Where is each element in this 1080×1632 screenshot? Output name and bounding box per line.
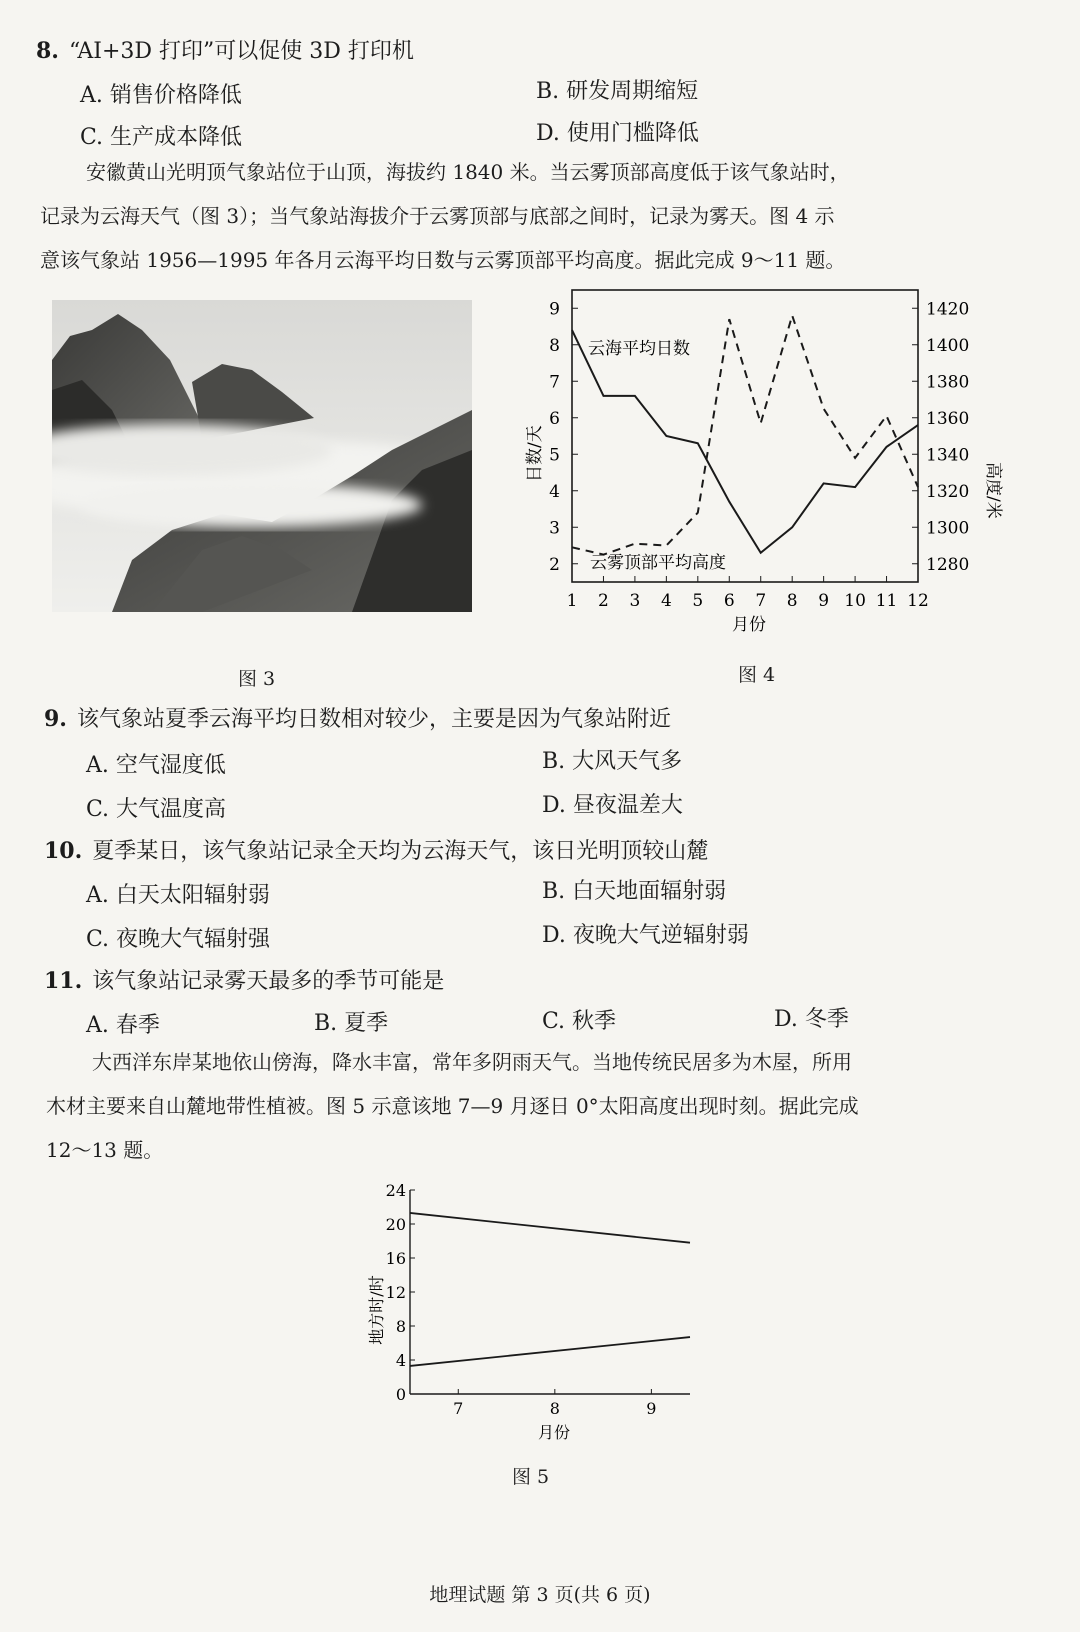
q10-option-a[interactable]: A. 白天太阳辐射弱 xyxy=(86,883,270,908)
figure-4-chart xyxy=(520,282,1020,642)
x-tick-label: 9 xyxy=(646,1399,657,1418)
y-tick-label-right: 1400 xyxy=(926,335,970,356)
x-tick-label: 6 xyxy=(723,591,735,611)
q10-option-c[interactable]: C. 夜晚大气辐射强 xyxy=(86,927,271,952)
y-axis-label: 地方时/时 xyxy=(367,1275,386,1345)
passage-paragraph xyxy=(46,1040,859,1172)
y-tick-label-left: 3 xyxy=(549,518,560,539)
y-tick-label: 8 xyxy=(395,1317,406,1336)
question-10-stem xyxy=(44,834,708,865)
question-11-stem xyxy=(44,964,444,995)
q11-option-b[interactable]: B. 夏季 xyxy=(314,1011,389,1036)
x-tick-label: 7 xyxy=(453,1399,464,1418)
question-text: “AI+3D 打印”可以促使 3D 打印机 xyxy=(68,39,414,64)
q8-option-c[interactable]: C. 生产成本降低 xyxy=(80,125,243,150)
q11-option-d[interactable]: D. 冬季 xyxy=(774,1007,849,1032)
question-text: 该气象站记录雾天最多的季节可能是 xyxy=(92,969,445,994)
y-tick-label-right: 1320 xyxy=(926,481,970,502)
passage-line: 记录为云海天气（图 3）；当气象站海拔介于云雾顶部与底部之间时，记录为雾天。图 4 示 xyxy=(40,204,835,228)
q10-option-b[interactable]: B. 白天地面辐射弱 xyxy=(542,879,727,904)
question-number: 9. xyxy=(44,706,67,732)
x-tick-label: 12 xyxy=(907,591,929,611)
figure-4-caption: 图 4 xyxy=(738,664,776,686)
question-number: 8. xyxy=(36,38,59,64)
q11-option-c[interactable]: C. 秋季 xyxy=(542,1009,617,1034)
y-tick-label-left: 8 xyxy=(549,335,560,356)
series-line-sunrise-time xyxy=(410,1337,690,1366)
y-tick-label-left: 6 xyxy=(549,408,560,429)
q11-option-a[interactable]: A. 春季 xyxy=(86,1013,160,1038)
q9-option-c[interactable]: C. 大气温度高 xyxy=(86,797,227,822)
x-tick-label: 11 xyxy=(875,591,898,611)
y-tick-label-right: 1380 xyxy=(926,372,970,393)
figure-3-caption: 图 3 xyxy=(238,668,276,690)
y-tick-label-left: 5 xyxy=(549,445,560,466)
chart-ticks xyxy=(386,1181,657,1418)
q8-option-a[interactable]: A. 销售价格降低 xyxy=(80,83,242,108)
y-tick-label-right: 1340 xyxy=(926,445,970,466)
q9-option-d[interactable]: D. 昼夜温差大 xyxy=(542,793,683,818)
y-tick-label: 12 xyxy=(385,1283,406,1302)
y-axis-left-label: 日数/天 xyxy=(525,425,545,482)
question-text: 该气象站夏季云海平均日数相对较少，主要是因为气象站附近 xyxy=(76,707,671,732)
y-tick-label: 0 xyxy=(395,1385,406,1404)
x-tick-label: 3 xyxy=(629,591,641,611)
y-tick-label-left: 4 xyxy=(549,481,560,502)
y-tick-label-left: 9 xyxy=(549,299,560,320)
x-tick-label: 7 xyxy=(755,591,767,611)
y-tick-label-left: 2 xyxy=(549,554,560,575)
x-tick-label: 9 xyxy=(818,591,830,611)
question-9-stem xyxy=(44,702,671,733)
chart-axes xyxy=(410,1190,690,1394)
q8-option-b[interactable]: B. 研发周期缩短 xyxy=(536,79,699,104)
passage-line: 意该气象站 1956—1995 年各月云海平均日数与云雾顶部平均高度。据此完成 9～11 题。 xyxy=(40,248,846,272)
y-tick-label-left: 7 xyxy=(549,372,560,393)
passage-line: 木材主要来自山麓地带性植被。图 5 示意该地 7—9 月逐日 0°太阳高度出现时刻。据此完成 xyxy=(46,1094,859,1118)
y-tick-label-right: 1300 xyxy=(926,518,970,539)
y-tick-label: 4 xyxy=(395,1351,406,1370)
passage-line: 安徽黄山光明顶气象站位于山顶，海拔约 1840 米。当云雾顶部高度低于该气象站时， xyxy=(86,160,850,184)
page-footer: 地理试题 第 3 页(共 6 页) xyxy=(429,1584,651,1606)
sea-of-clouds-photo xyxy=(52,300,472,612)
q9-option-b[interactable]: B. 大风天气多 xyxy=(542,749,683,774)
y-tick-label-right: 1360 xyxy=(926,408,970,429)
y-tick-label: 24 xyxy=(385,1181,406,1200)
x-tick-label: 2 xyxy=(598,591,609,611)
x-axis-label: 月份 xyxy=(538,1423,571,1442)
y-tick-label: 16 xyxy=(385,1249,406,1268)
question-text: 夏季某日，该气象站记录全天均为云海天气，该日光明顶较山麓 xyxy=(92,839,709,864)
x-tick-label: 10 xyxy=(844,591,866,611)
figure-5-caption: 图 5 xyxy=(512,1466,550,1488)
y-tick-label: 20 xyxy=(385,1215,406,1234)
series-line-sea-of-clouds-days xyxy=(572,330,918,553)
passage-paragraph xyxy=(40,150,850,282)
figure-5-chart xyxy=(360,1180,720,1450)
x-tick-label: 1 xyxy=(566,591,578,611)
series-label-height: 云雾顶部平均高度 xyxy=(590,553,726,573)
x-tick-label: 8 xyxy=(549,1399,560,1418)
series-line-sunset-time xyxy=(410,1213,690,1243)
y-tick-label-right: 1420 xyxy=(926,299,970,320)
question-8-stem xyxy=(36,34,414,65)
q8-option-d[interactable]: D. 使用门槛降低 xyxy=(536,121,699,146)
x-axis-label: 月份 xyxy=(732,615,766,635)
x-tick-label: 4 xyxy=(660,591,672,611)
passage-line: 大西洋东岸某地依山傍海，降水丰富，常年多阴雨天气。当地传统民居多为木屋，所用 xyxy=(92,1050,852,1074)
chart-axes xyxy=(572,290,918,582)
q10-option-d[interactable]: D. 夜晚大气逆辐射弱 xyxy=(542,923,749,948)
y-tick-label-right: 1280 xyxy=(926,554,970,575)
series-label-days: 云海平均日数 xyxy=(588,339,690,359)
q9-option-a[interactable]: A. 空气湿度低 xyxy=(86,753,226,778)
question-number: 11. xyxy=(44,968,83,994)
question-number: 10. xyxy=(44,838,83,864)
y-axis-right-label: 高度/米 xyxy=(983,462,1003,519)
passage-line: 12～13 题。 xyxy=(46,1138,164,1162)
x-tick-label: 5 xyxy=(692,591,704,611)
x-tick-label: 8 xyxy=(786,591,798,611)
plot-frame xyxy=(572,290,918,582)
